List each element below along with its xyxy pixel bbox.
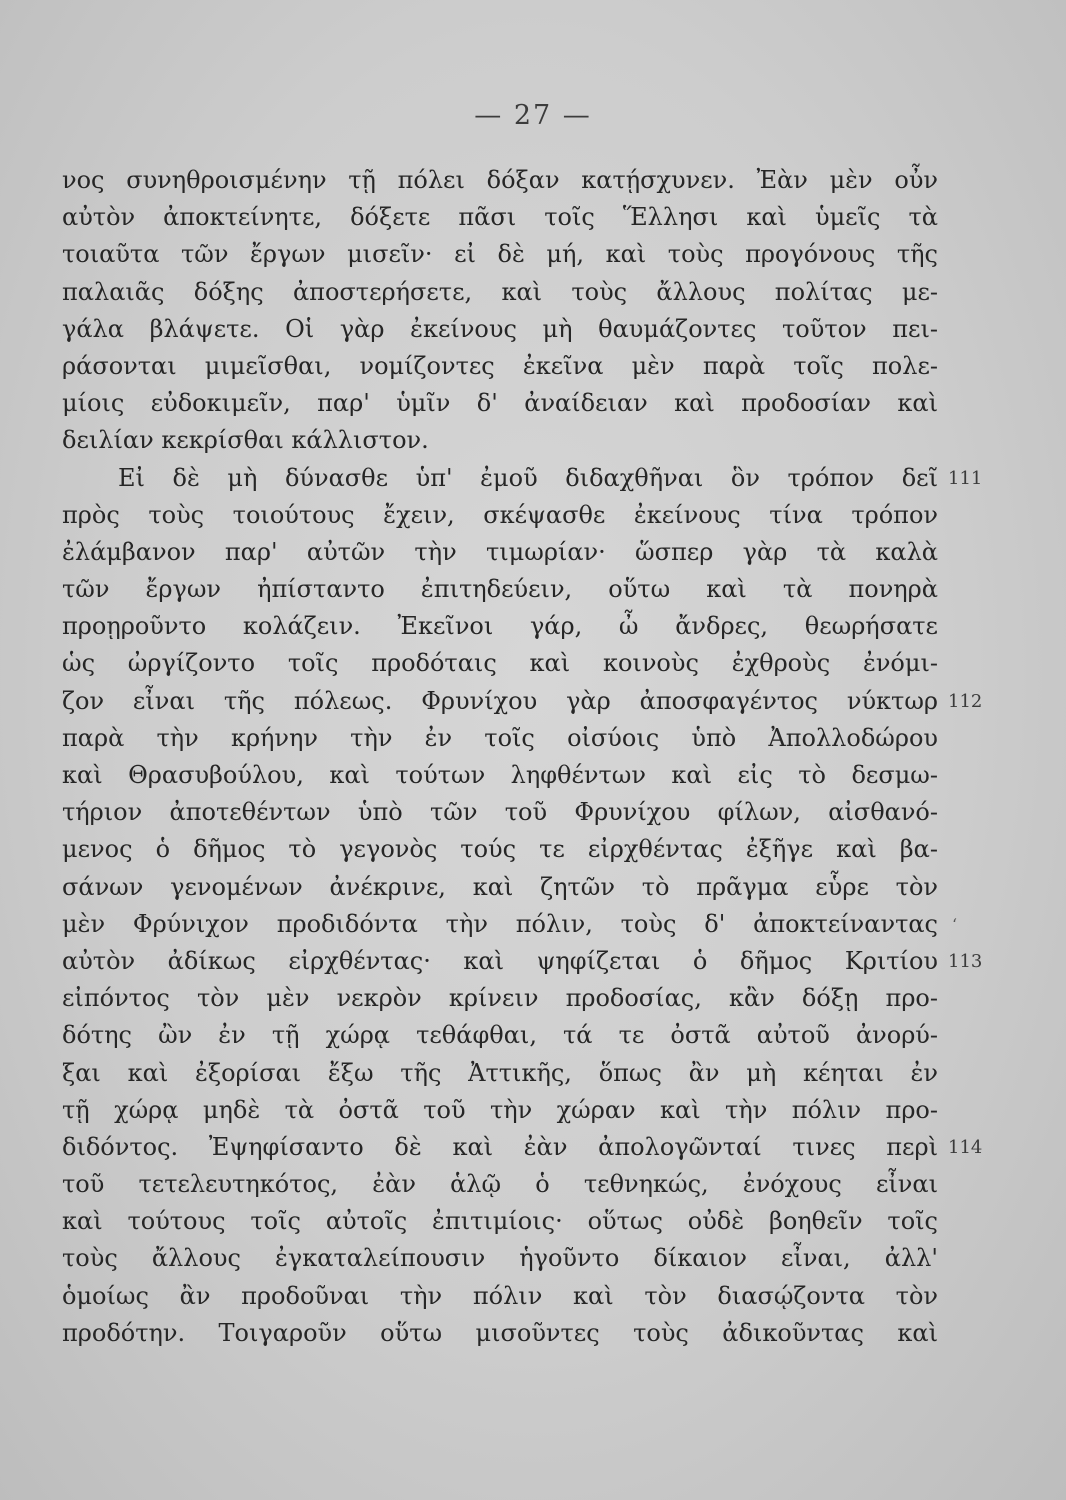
text-line [62,162,938,199]
text-line-content: δειλίαν κεκρίσθαι κάλλιστον. [62,426,429,455]
text-line [62,980,938,1017]
page-number: — 27 — [474,100,592,131]
text-line-content: τήριον ἀποτεθέντων ὑπὸ τῶν τοῦ Φρυνίχου φίλων, αἰσθανό- [62,798,938,827]
text-line-content: προδότην. Τοιγαροῦν οὕτω μισοῦντες τοὺς ἀδικοῦντας καὶ [62,1318,938,1347]
text-line-content: ζον εἶναι τῆς πόλεως. Φρυνίχου γὰρ ἀποσφαγέντος νύκτωρ [62,686,938,715]
text-line [62,311,938,348]
margin-section-number: 111 [948,467,983,489]
text-line-content: τοιαῦτα τῶν ἔργων μισεῖν· εἰ δὲ μή, καὶ τοὺς προγόνους τῆς [62,240,938,269]
text-line-content: Εἰ δὲ μὴ δύνασθε ὑπ' ἐμοῦ διδαχθῆναι ὃν τρόπον δεῖ [118,463,938,492]
margin-section-number: 114 [948,1136,983,1158]
text-line [62,645,938,682]
text-line [62,1129,983,1166]
text-line-content: μενος ὁ δῆμος τὸ γεγονὸς τούς τε εἰρχθέντας ἐξῆγε καὶ βα- [62,835,938,864]
text-line [62,1092,938,1129]
text-line-content: δότης ὢν ἐν τῇ χώρᾳ τεθάφθαι, τά τε ὀστᾶ αὐτοῦ ἀνορύ- [62,1021,938,1050]
text-line-content: αὐτὸν ἀποκτείνητε, δόξετε πᾶσι τοῖς Ἕλλησι καὶ ὑμεῖς τὰ [62,203,938,232]
text-line-content: ὡς ὠργίζοντο τοῖς προδόταις καὶ κοινοὺς ἐχθροὺς ἐνόμι- [62,649,938,678]
margin-mark: ʻ [952,915,958,934]
text-line-content: τοῦ τετελευτηκότος, ἐὰν ἁλῷ ὁ τεθνηκώς, ἐνόχους εἶναι [62,1170,938,1199]
text-line [62,683,983,720]
text-line [62,1203,938,1240]
text-line-content: σάνων γενομένων ἀνέκρινε, καὶ ζητῶν τὸ πρᾶγμα εὗρε τὸν [62,872,938,901]
text-line-content: ράσονται μιμεῖσθαι, νομίζοντες ἐκεῖνα μὲν παρὰ τοῖς πολε- [62,351,938,380]
text-line [62,720,938,757]
text-line [62,348,938,385]
text-line-content: νος συνηθροισμένην τῇ πόλει δόξαν κατῄσχυνεν. Ἐὰν μὲν οὖν [62,166,938,194]
text-line-content: μὲν Φρύνιχον προδιδόντα τὴν πόλιν, τοὺς δ' ἀποκτείναντας [62,909,938,938]
text-line-content: ἐλάμβανον παρ' αὐτῶν τὴν τιμωρίαν· ὥσπερ γὰρ τὰ καλὰ [62,537,938,566]
text-line [62,757,938,794]
text-line-content: καὶ τούτους τοῖς αὐτοῖς ἐπιτιμίοις· οὕτως οὐδὲ βοηθεῖν τοῖς [62,1207,938,1236]
body-text [62,162,983,1352]
text-line [62,236,938,273]
text-line [62,794,938,831]
text-line [62,608,938,645]
text-line [62,1055,938,1092]
text-line [62,831,938,868]
text-line-content: παλαιᾶς δόξης ἀποστερήσετε, καὶ τοὺς ἄλλους πολίτας με- [62,277,938,306]
text-line-content: μίοις εὐδοκιμεῖν, παρ' ὑμῖν δ' ἀναίδειαν καὶ προδοσίαν καὶ [62,389,938,418]
text-line-content: τῇ χώρᾳ μηδὲ τὰ ὀστᾶ τοῦ τὴν χώραν καὶ τὴν πόλιν προ- [62,1095,938,1124]
text-line-content: πρὸς τοὺς τοιούτους ἔχειν, σκέψασθε ἐκείνους τίνα τρόπον [62,500,938,529]
text-line [62,199,938,236]
text-line [62,497,938,534]
text-line-content: παρὰ τὴν κρήνην τὴν ἐν τοῖς οἰσύοις ὑπὸ Ἀπολλοδώρου [62,723,938,752]
text-line [62,1166,938,1203]
text-line-content: αὐτὸν ἀδίκως εἰρχθέντας· καὶ ψηφίζεται ὁ δῆμος Κριτίου [62,946,938,975]
text-line-content: τῶν ἔργων ἠπίσταντο ἐπιτηδεύειν, οὕτω καὶ τὰ πονηρὰ [62,575,938,604]
text-line [62,906,938,943]
margin-section-number: 113 [948,950,983,972]
text-line-content: ξαι καὶ ἐξορίσαι ἔξω τῆς Ἀττικῆς, ὅπως ἂν μὴ κέηται ἐν [62,1058,938,1087]
text-line [62,1240,938,1277]
text-line-content: καὶ Θρασυβούλου, καὶ τούτων ληφθέντων καὶ εἰς τὸ δεσμω- [62,761,938,789]
text-line-content: ὁμοίως ἂν προδοῦναι τὴν πόλιν καὶ τὸν διασῴζοντα τὸν [62,1281,938,1310]
margin-section-number: 112 [948,690,983,712]
text-line-content: εἰπόντος τὸν μὲν νεκρὸν κρίνειν προδοσίας, κἂν δόξῃ προ- [62,984,938,1013]
text-line [62,385,938,422]
text-line-content: τοὺς ἄλλους ἐγκαταλείπουσιν ἡγοῦντο δίκαιον εἶναι, ἀλλ' [62,1244,938,1273]
text-line [62,460,983,497]
text-line [62,422,938,459]
text-line [62,1278,938,1315]
text-line [62,869,938,906]
text-line [62,274,938,311]
text-line-content: διδόντος. Ἐψηφίσαντο δὲ καὶ ἐὰν ἀπολογῶνταί τινες περὶ [62,1132,938,1161]
text-line [62,571,938,608]
text-line-content: προῃροῦντο κολάζειν. Ἐκεῖνοι γάρ, ὦ ἄνδρες, θεωρήσατε [62,612,938,641]
text-line [62,943,983,980]
text-line [62,1315,938,1352]
text-line [62,1017,938,1054]
text-line-content: γάλα βλάψετε. Οἱ γὰρ ἐκείνους μὴ θαυμάζοντες τοῦτον πει- [62,314,938,343]
text-line [62,534,938,571]
